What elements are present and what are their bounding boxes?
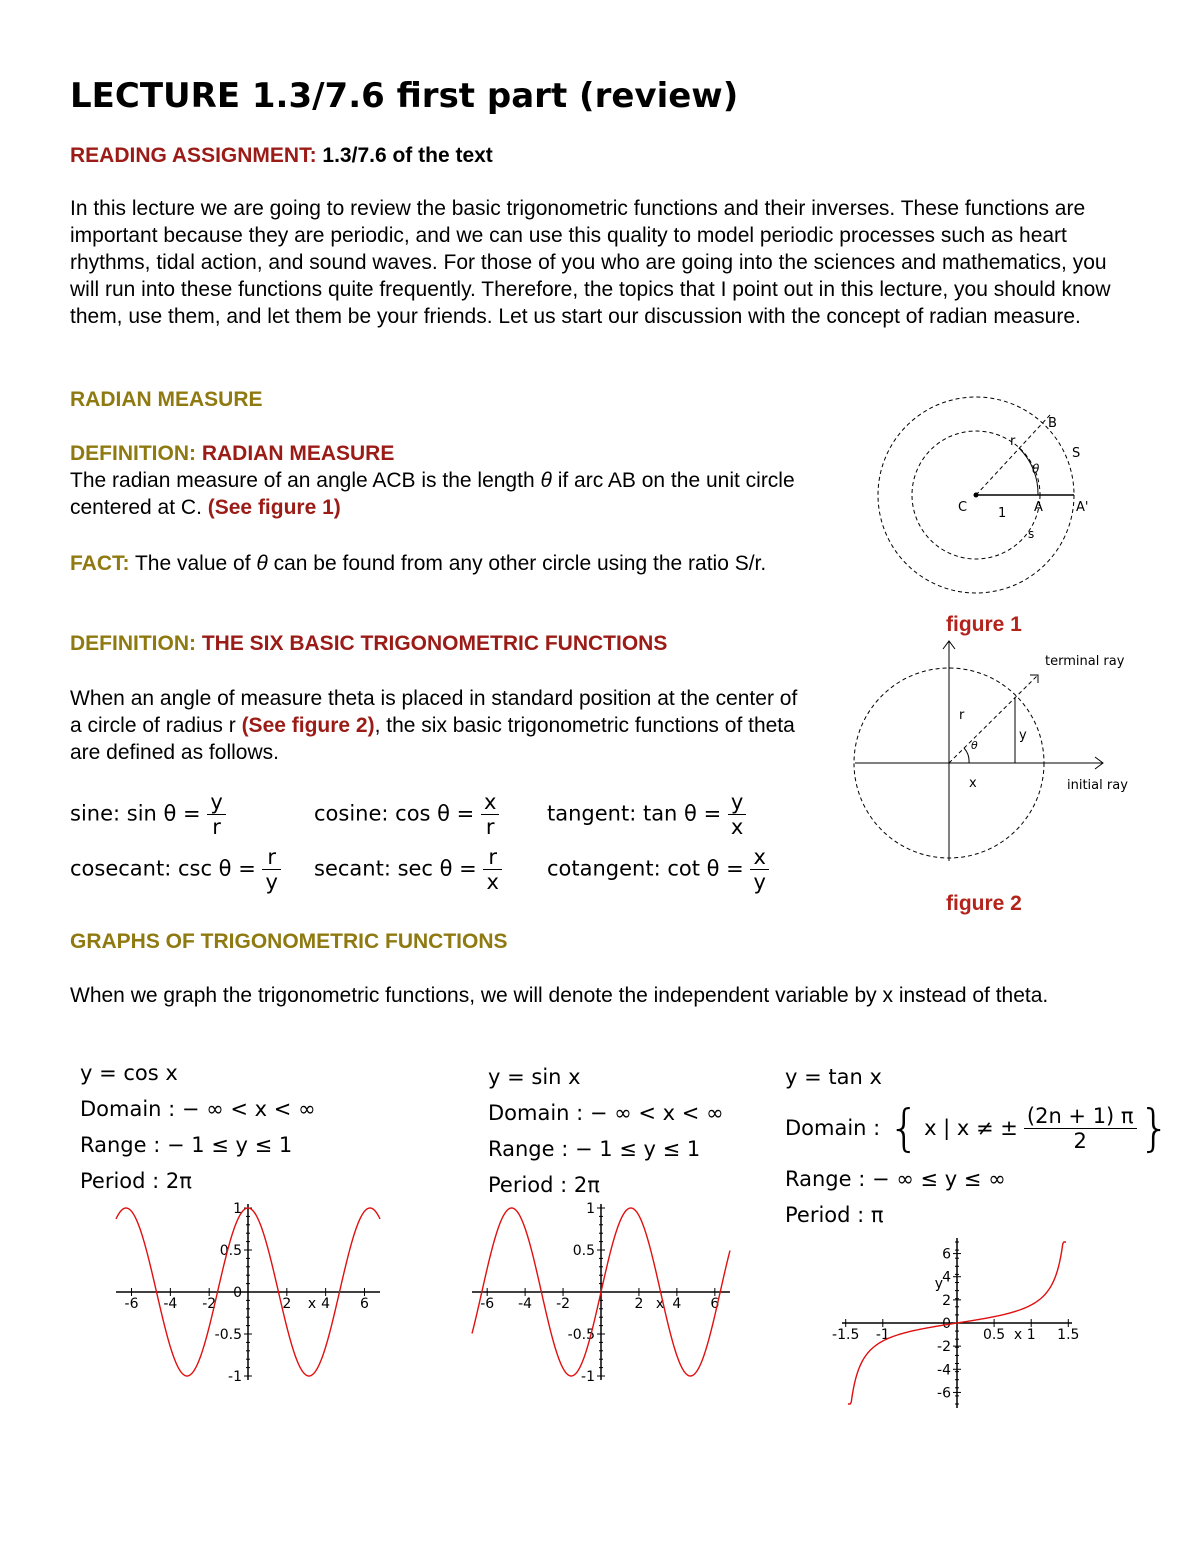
tan-domain — [785, 1095, 1170, 1161]
graphs-intro: When we graph the trigonometric functions, we will denote the independent variable by x instead of theta. — [70, 984, 1049, 1007]
tan-domain-set: x | x ≠ ± — [924, 1116, 1018, 1140]
denominator: y — [753, 870, 766, 894]
x-tick-label: -6 — [480, 1296, 495, 1312]
label-y: y — [1019, 728, 1027, 743]
trig-cosecant — [70, 845, 281, 894]
cos-period: Period : 2π — [80, 1169, 192, 1193]
y-tick-label: -1 — [581, 1369, 595, 1385]
figure1-reference: (See figure 1) — [207, 496, 341, 519]
y-tick-label: 4 — [942, 1269, 951, 1286]
label-c: C — [958, 500, 968, 515]
x-tick-label: 6 — [360, 1296, 369, 1312]
cos-domain: Domain : − ∞ < x < ∞ — [80, 1097, 316, 1121]
label-s: S — [1072, 446, 1081, 461]
trig-secant — [314, 845, 502, 894]
y-tick-label: -0.5 — [214, 1327, 242, 1343]
definition-text-1: The radian measure of an angle ACB is the length — [70, 469, 541, 492]
y-tick-label: -2 — [937, 1339, 951, 1356]
trig-cotangent — [547, 845, 769, 894]
center-point — [974, 493, 979, 498]
definition-name: RADIAN MEASURE — [196, 442, 395, 465]
y-tick-label: -6 — [937, 1385, 951, 1402]
definition-label: DEFINITION: — [70, 442, 196, 465]
cos-graph — [112, 1196, 384, 1388]
cos-range: Range : − 1 ≤ y ≤ 1 — [80, 1133, 293, 1157]
y-tick-label: -0.5 — [567, 1327, 595, 1343]
x-tick-label: -1.5 — [832, 1327, 860, 1343]
reading-label: READING ASSIGNMENT: — [70, 144, 317, 167]
fraction — [750, 845, 768, 894]
fraction — [728, 790, 746, 839]
numerator: r — [483, 845, 501, 870]
tan-info — [785, 1059, 1170, 1233]
sin-equation: y = sin x — [488, 1065, 581, 1089]
x-tick-label: 4 — [672, 1296, 682, 1312]
x-tick-label: -2 — [202, 1296, 217, 1312]
numerator: x — [750, 845, 768, 870]
y-tick-label: 0.5 — [219, 1243, 242, 1259]
radian-heading: RADIAN MEASURE — [70, 388, 263, 411]
definition-name: THE SIX BASIC TRIGONOMETRIC FUNCTIONS — [196, 632, 668, 655]
figure2-diagram — [845, 635, 1165, 867]
fraction — [481, 790, 499, 839]
trig-label: cosecant: csc θ = — [70, 856, 256, 881]
trig-cosine — [314, 790, 499, 839]
page-title: LECTURE 1.3/7.6 first part (review) — [70, 76, 739, 116]
x-tick-label: 6 — [710, 1296, 720, 1312]
trig-label: secant: sec θ = — [314, 856, 477, 881]
figure2-caption: figure 2 — [946, 892, 1022, 915]
x-tick-label: 1 — [1026, 1327, 1036, 1343]
denominator: x — [730, 815, 744, 839]
fraction — [262, 845, 280, 894]
definition-six-functions — [70, 630, 667, 657]
trig-label: tangent: tan θ = — [547, 801, 722, 826]
numerator: (2n + 1) π — [1024, 1104, 1137, 1129]
x-tick-label: -4 — [518, 1296, 533, 1312]
y-tick-label: 2 — [942, 1292, 951, 1309]
y-tick-label: -1 — [228, 1369, 242, 1385]
trig-label: sine: sin θ = — [70, 801, 201, 826]
sin-graph — [468, 1196, 736, 1388]
figure1-diagram — [870, 395, 1110, 605]
y-tick-label: 6 — [942, 1246, 951, 1263]
x-tick-label: -2 — [556, 1296, 571, 1312]
theta-symbol: θ — [540, 469, 552, 492]
ray-cb — [976, 415, 1050, 495]
y-axis-label: y — [934, 1276, 943, 1292]
x-tick-label: -1 — [875, 1327, 890, 1343]
y-tick-label: 0 — [942, 1316, 951, 1332]
x-axis-label: x — [655, 1296, 665, 1312]
numerator: x — [481, 790, 499, 815]
fraction — [1024, 1104, 1137, 1153]
label-one: 1 — [998, 506, 1007, 521]
denominator: r — [212, 815, 221, 839]
numerator: y — [207, 790, 225, 815]
x-tick-label: -4 — [163, 1296, 178, 1312]
fraction — [207, 790, 225, 839]
sin-period: Period : 2π — [488, 1173, 600, 1197]
theta-symbol: θ — [256, 552, 268, 575]
label-s-small: s — [1028, 527, 1035, 541]
graphs-heading: GRAPHS OF TRIGONOMETRIC FUNCTIONS — [70, 930, 508, 953]
label-r: r — [959, 708, 965, 723]
right-brace-icon: } — [1138, 1099, 1171, 1157]
sin-domain: Domain : − ∞ < x < ∞ — [488, 1101, 724, 1125]
fact-text-1: The value of — [129, 552, 257, 575]
trig-label: cotangent: cot θ = — [547, 856, 744, 881]
cos-info — [80, 1055, 316, 1199]
x-tick-label: -6 — [124, 1296, 139, 1312]
angle-arc — [964, 748, 969, 763]
reading-assignment — [70, 142, 1130, 169]
left-brace-icon: { — [888, 1099, 921, 1157]
numerator: r — [262, 845, 280, 870]
trig-tangent — [547, 790, 746, 839]
x-tick-label: 2 — [282, 1296, 292, 1312]
x-tick-label: 4 — [321, 1296, 331, 1312]
tan-equation: y = tan x — [785, 1065, 882, 1089]
x-tick-label: 0.5 — [982, 1327, 1006, 1343]
x-tick-label: 2 — [634, 1296, 644, 1312]
denominator: r — [485, 815, 495, 839]
figure2-reference: (See figure 2) — [241, 714, 375, 737]
y-tick-label: -4 — [937, 1362, 951, 1379]
x-axis-label: x — [1013, 1327, 1023, 1343]
denominator: x — [486, 870, 499, 894]
y-tick-label: 0.5 — [572, 1243, 595, 1259]
label-theta: θ — [971, 739, 978, 752]
label-r: r — [1010, 434, 1016, 449]
definition-label: DEFINITION: — [70, 632, 196, 655]
denominator: 2 — [1073, 1128, 1087, 1153]
numerator: y — [728, 790, 746, 815]
fraction — [483, 845, 501, 894]
cos-equation: y = cos x — [80, 1061, 178, 1085]
definition-text-2: if arc AB on the unit circle centered at C. — [70, 469, 795, 519]
tan-graph — [812, 1236, 1102, 1412]
definition-radian — [70, 440, 830, 521]
intro-paragraph: In this lecture we are going to review the basic trigonometric functions and their inverses. These functions are important because they are periodic, and we can use this quality to model periodic processes such as heart rhythms, tidal action, and sound waves. For those of you who are going into the sciences and mathematics, you will run into these functions quite frequently. Therefore, the topics that I point out in this lecture, you should know them, use them, and let them be your friends. Let us start our discussion with the concept of radian measure. — [70, 197, 1111, 328]
label-initial-ray: initial ray — [1067, 778, 1128, 793]
reading-text: 1.3/7.6 of the text — [316, 144, 493, 167]
figure1-caption: figure 1 — [946, 613, 1022, 636]
label-terminal-ray: terminal ray — [1045, 654, 1125, 669]
fact-text-2: can be found from any other circle using the ratio S/r. — [267, 552, 767, 575]
tan-period: Period : π — [785, 1203, 884, 1227]
fact-label: FACT: — [70, 552, 130, 575]
x-axis-label: x — [307, 1296, 317, 1312]
label-a-prime: A' — [1076, 500, 1089, 515]
label-x: x — [969, 776, 977, 791]
trig-label: cosine: cos θ = — [314, 801, 475, 826]
definition-paragraph — [70, 685, 810, 766]
sin-info — [488, 1059, 724, 1203]
y-tick-label: 1 — [233, 1201, 242, 1217]
def2-text-2: , the six basic trigonometric functions of theta are defined as follows. — [70, 714, 795, 764]
def2-text-1: When an angle of measure theta is placed in standard position at the center of a circle of radius r — [70, 687, 798, 737]
y-tick-label: 0 — [233, 1285, 242, 1301]
label-theta: θ — [1032, 462, 1040, 476]
tan-domain-label: Domain : — [785, 1116, 881, 1140]
tan-range: Range : − ∞ ≤ y ≤ ∞ — [785, 1167, 1006, 1191]
sin-range: Range : − 1 ≤ y ≤ 1 — [488, 1137, 701, 1161]
y-tick-label: 1 — [586, 1201, 595, 1217]
denominator: y — [265, 870, 278, 894]
label-a: A — [1034, 500, 1043, 515]
fact — [70, 550, 830, 577]
x-tick-label: 1.5 — [1057, 1327, 1080, 1343]
label-b: B — [1048, 416, 1057, 431]
trig-sine — [70, 790, 226, 839]
